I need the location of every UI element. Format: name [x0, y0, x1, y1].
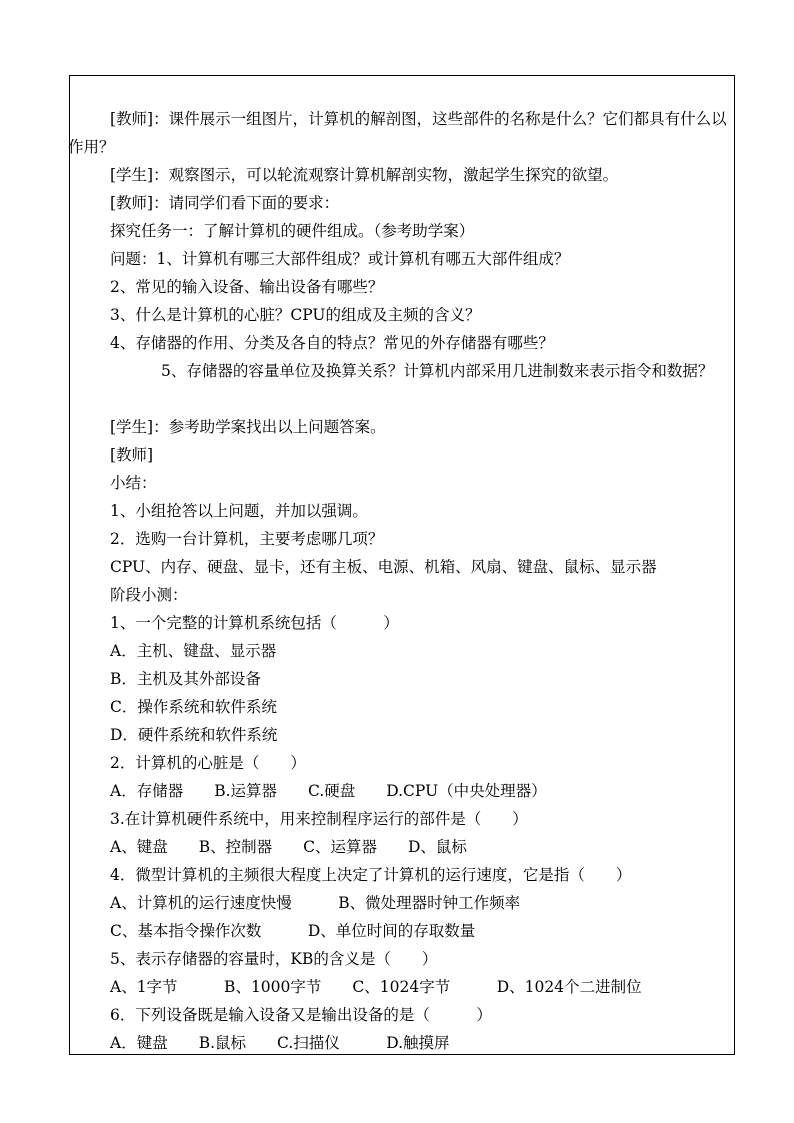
- teacher-label-line: [教师]: [110, 446, 154, 464]
- quiz-question-3: 3.在计算机硬件系统中，用来控制程序运行的部件是（ ）: [110, 810, 528, 828]
- quiz-6-options: A．键盘 B.鼠标 C.扫描仪 D.触摸屏: [110, 1034, 450, 1052]
- quiz-3-options: A、键盘 B、控制器 C、运算器 D、鼠标: [110, 838, 467, 856]
- question-2-line: 2、常见的输入设备、输出设备有哪些？: [110, 278, 384, 296]
- summary-item-1: 1、小组抢答以上问题，并加以强调。: [110, 502, 368, 520]
- quiz-question-1: 1、一个完整的计算机系统包括（ ）: [110, 614, 399, 632]
- question-3-line: 3、什么是计算机的心脏？CPU的组成及主频的含义？: [110, 306, 481, 324]
- quiz-question-6: 6．下列设备既是输入设备又是输出设备的是（ ）: [110, 1006, 492, 1024]
- quiz-4-options-ab: A、计算机的运行速度快慢 B、微处理器时钟工作频率: [110, 894, 521, 912]
- quiz-heading: 阶段小测：: [110, 586, 188, 604]
- quiz-1-option-b: B．主机及其外部设备: [110, 670, 261, 688]
- blank-line: [110, 385, 732, 413]
- quiz-5-options: A、1字节 B、1000字节 C、1024字节 D、1024个二进制位: [110, 978, 642, 996]
- question-4-line: 4、存储器的作用、分类及各自的特点？常见的外存储器有哪些？: [110, 334, 554, 352]
- components-list-line: CPU、内存、硬盘、显卡，还有主板、电源、机箱、风扇、键盘、鼠标、显示器: [110, 558, 657, 576]
- quiz-4-options-cd: C、基本指令操作次数 D、单位时间的存取数量: [110, 922, 476, 940]
- question-1-line: 问题：1、计算机有哪三大部件组成？或计算机有哪五大部件组成？: [110, 250, 570, 268]
- quiz-1-option-a: A．主机、键盘、显示器: [110, 642, 277, 660]
- quiz-1-option-c: C．操作系统和软件系统: [110, 698, 277, 716]
- lesson-content: [68, 105, 732, 1057]
- question-5-line: 5、存储器的容量单位及换算关系？计算机内部采用几进制数来表示指令和数据？: [161, 362, 714, 380]
- teacher-intro-line: [教师]：课件展示一组图片，计算机的解剖图，这些部件的名称是什么？它们都具有什么以作用？: [68, 110, 727, 156]
- quiz-2-options: A．存储器 B.运算器 C.硬盘 D.CPU（中央处理器）: [110, 782, 547, 800]
- quiz-1-option-d: D．硬件系统和软件系统: [110, 726, 278, 744]
- summary-item-2: 2．选购一台计算机，主要考虑哪几项？: [110, 530, 384, 548]
- quiz-question-4: 4．微型计算机的主频很大程度上决定了计算机的运行速度，它是指（ ）: [110, 866, 632, 884]
- quiz-question-2: 2．计算机的心脏是（ ）: [110, 754, 306, 772]
- student-answer-line: [学生]：参考助学案找出以上问题答案。: [110, 418, 386, 436]
- summary-heading: 小结：: [110, 474, 157, 492]
- quiz-question-5: 5、表示存储器的容量时，KB的含义是（ ）: [110, 950, 438, 968]
- teacher-request-line: [教师]：请同学们看下面的要求：: [110, 194, 340, 212]
- task-one-line: 探究任务一：了解计算机的硬件组成。（参考助学案）: [110, 222, 475, 240]
- student-observe-line: [学生]：观察图示，可以轮流观察计算机解剖实物，激起学生探究的欲望。: [110, 166, 619, 184]
